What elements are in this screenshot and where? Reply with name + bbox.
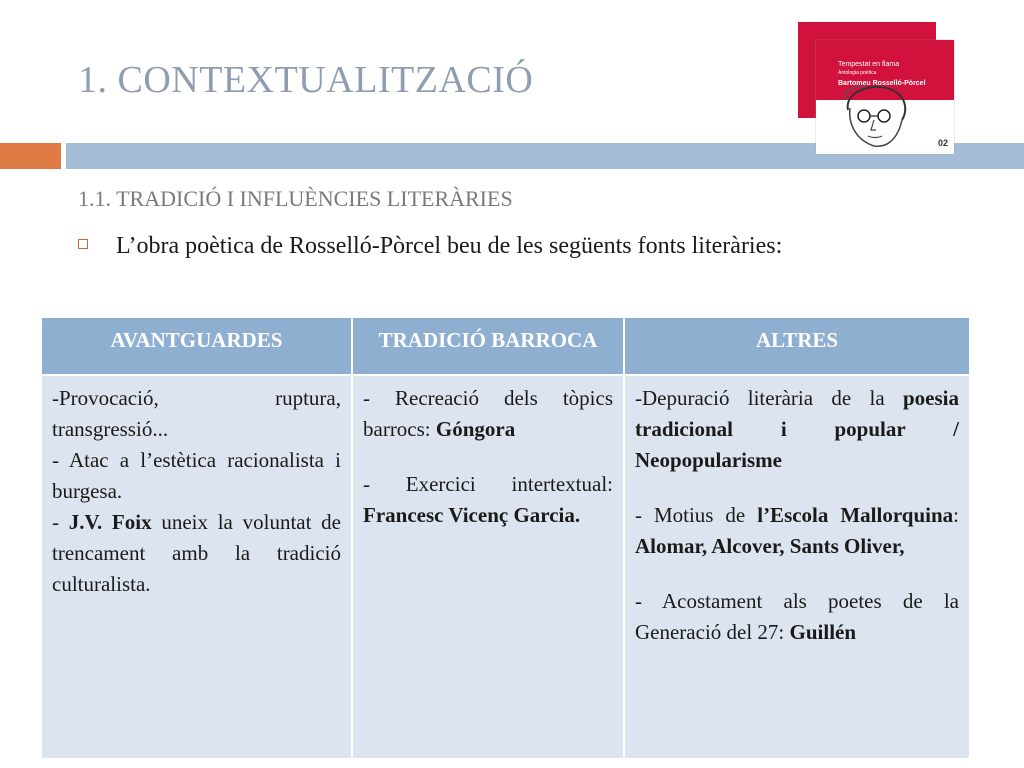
book-title: Tempestat en flama [838,61,900,68]
barroca-point-1: - Recreació dels tòpics barrocs: Góngora [363,386,613,441]
accent-bar-orange [0,143,61,169]
altres-point-2: - Motius de l’Escola Mallorquina: Alomar, Alcover, Sants Oliver, [635,503,960,558]
header-tradicio-barroca: TRADICIÓ BARROCA [352,317,624,375]
avantguardes-point-1: -Provocació, ruptura, transgressió... [52,386,341,441]
header-altres: ALTRES [624,317,970,375]
altres-point-1: -Depuració literària de la poesia tradicional i popular / Neopopularisme [635,386,959,472]
sources-table [40,316,971,760]
table-row [41,375,970,759]
avantguardes-point-3: - J.V. Foix uneix la voluntat de trencament amb la tradició culturalista. [52,510,341,596]
book-number: 02 [937,138,948,148]
book-cover-image [798,22,956,154]
cell-altres [624,375,970,759]
bullet-item [78,230,971,262]
barroca-point-2: - Exercici intertextual: Francesc Vicenç Garcia. [363,472,613,527]
book-author: Bartomeu Rosselló-Pòrcel [838,80,926,87]
bullet-text: L’obra poètica de Rosselló-Pòrcel beu de les següents fonts literàries: [116,233,783,259]
cell-avantguardes [41,375,352,759]
section-subtitle: 1.1. TRADICIÓ I INFLUÈNCIES LITERÀRIES [78,186,513,211]
slide-title: 1. CONTEXTUALITZACIÓ [78,59,534,101]
book-subtitle: Antologia poètica [838,70,877,76]
portrait-sketch-icon [826,80,936,154]
table-header-row [41,317,970,375]
header-avantguardes: AVANTGUARDES [41,317,352,375]
avantguardes-point-2: - Atac a l’estètica racionalista i burgesa. [52,448,341,503]
book-cover-front [816,40,954,154]
square-bullet-icon [78,239,88,249]
altres-point-3: - Acostament als poetes de la Generació del 27: Guillén [635,589,959,644]
cell-tradicio-barroca [352,375,624,759]
